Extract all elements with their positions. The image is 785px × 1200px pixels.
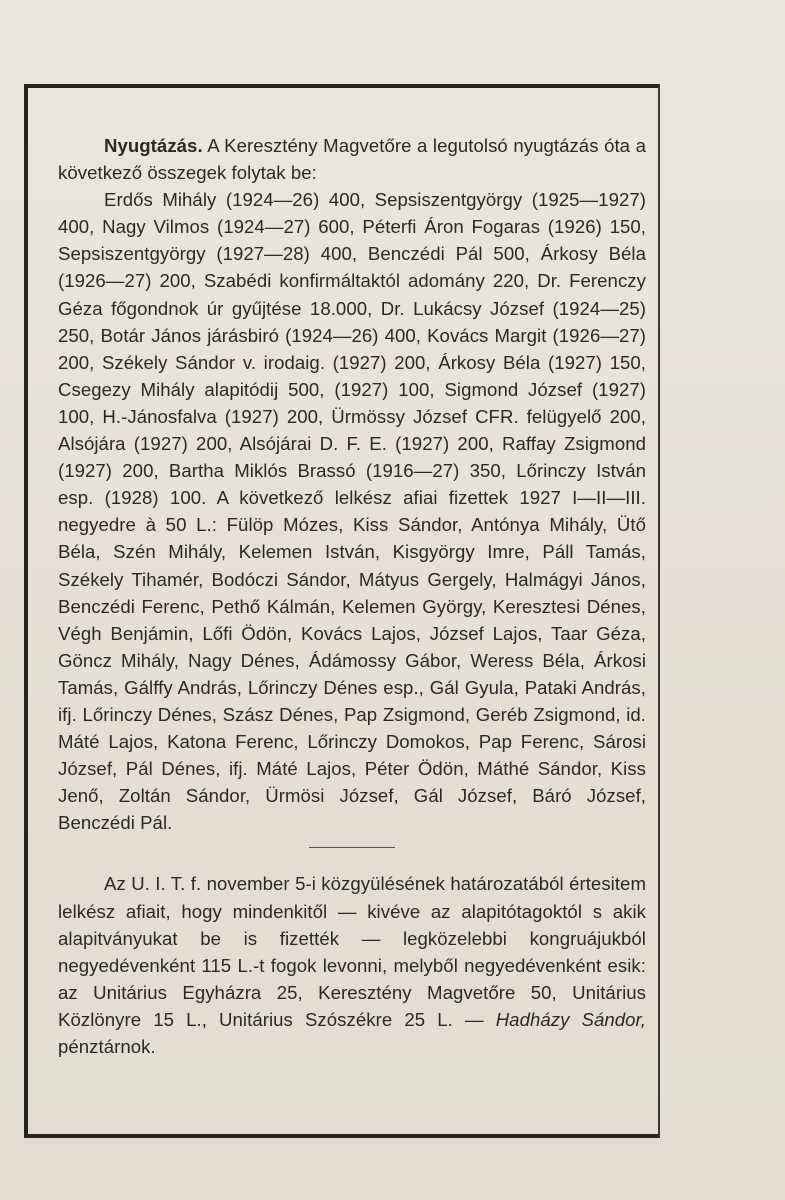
- text-block: [58, 132, 646, 1060]
- signature-role: pénztárnok.: [58, 1036, 156, 1057]
- receipts-paragraph: Erdős Mihály (1924—26) 400, Sepsiszentgyörgy (1925—1927) 400, Nagy Vilmos (1924—27) 600, Péterfi Áron Fogaras (1926) 150, Sepsiszentgyörgy (1927—28) 400, Benczédi Pál 500, Árkosy Béla (1926—27) 200, Szabédi konfirmáltaktól adomány 220, Dr. Ferenczy Géza főgondnok úr gyűjtése 18.000, Dr. Lukácsy József (1924—25) 250, Botár János járásbiró (1924—26) 400, Kovács Margit (1926—27) 200, Székely Sándor v. irodaig. (1927) 200, Árkosy Béla (1927) 150, Csegezy Mihály alapitódij 500, (1927) 100, Sigmond József (1927) 100, H.-Jánosfalva (1927) 200, Ürmössy József CFR. felügyelő 200, Alsójára (1927) 200, Alsójárai D. F. E. (1927) 200, Raffay Zsigmond (1927) 200, Bartha Miklós Brassó (1916—27) 350, Lőrinczy István esp. (1928) 100. A következő lelkész afiai fizettek 1927 I—II—III. negyedre à 50 L.: Fülöp Mózes, Kiss Sándor, Antónya Mihály, Ütő Béla, Szén Mihály, Kelemen István, Kisgyörgy Imre, Páll Tamás, Székely Tihamér, Bodóczi Sándor, Mátyus Gergely, Halmágyi János, Benczédi Ferenc, Pethő Kálmán, Kelemen György, Keresztesi Dénes, Végh Benjámin, Lőfi Ödön, Kovács Lajos, József Lajos, Taar Géza, Göncz Mihály, Nagy Dénes, Ádámossy Gábor, Weress Béla, Árkosi Tamás, Gálffy András, Lőrinczy Dénes esp., Gál Gyula, Pataki András, ifj. Lőrinczy Dénes, Szász Dénes, Pap Zsigmond, Geréb Zsigmond, id. Máté Lajos, Katona Ferenc, Lőrinczy Domokos, Pap Ferenc, Sárosi József, Pál Dénes, ifj. Máté Lajos, Péter Ödön, Máthé Sándor, Kiss Jenő, Zoltán Sándor, Ürmösi József, Gál József, Báró József, Benczédi Pál.: [58, 189, 646, 834]
- intro-text: A Keresztény Magvetőre a legutolsó nyugtázás óta a következő összegek folytak be:: [58, 135, 646, 184]
- separator-rule: [309, 847, 395, 848]
- notice-text: Az U. I. T. f. november 5-i közgyülésének határozatából értesitem lelkész afiait, hogy mindenkitől — kivéve az alapitótagoktól s akik alapitványukat be is fizették — legközelebbi kongruájukból negyedévenként 115 L.-t fogok levonni, melyből negyedévenként esik: az Unitárius Egyházra 25, Keresztény Magvetőre 50, Unitárius Közlönyre 15 L., Unitárius Szószékre 25 L. —: [58, 873, 646, 1030]
- notice-paragraph: [58, 870, 646, 1060]
- receipt-intro-paragraph: [58, 132, 646, 186]
- signature-name: Hadházy Sándor,: [495, 1008, 646, 1030]
- heading: Nyugtázás.: [104, 135, 203, 156]
